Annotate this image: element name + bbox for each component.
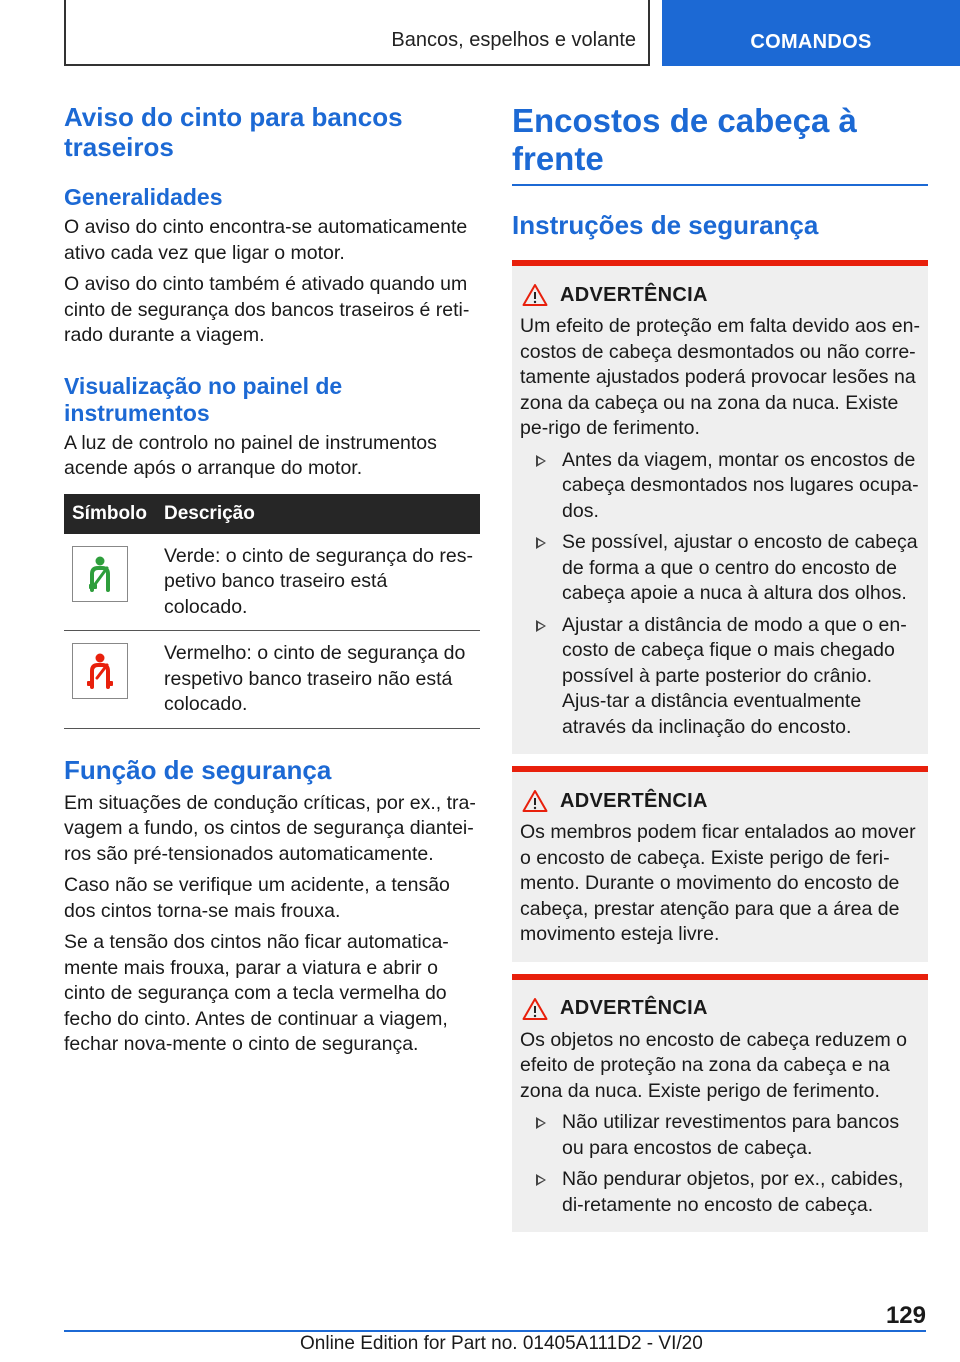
bullet-arrow-icon: [536, 537, 546, 549]
warning-label: ADVERTÊNCIA: [560, 789, 708, 812]
footer-edition: Online Edition for Part no. 01405A111D2 - VI/20: [300, 1333, 703, 1354]
warning-text: Um efeito de proteção em falta devido aos en-costos de cabeça desmontados ou não corre-tamente ajustados poderá provocar lesões na zona da cabeça ou na zona da nuca. Existe pe-rigo de ferimento.: [520, 315, 920, 439]
section-title-head-restraints: Encostos de cabeça à frente: [512, 102, 928, 186]
table-cell-symbol: [64, 534, 156, 631]
section-title-safety-function: Função de segurança: [64, 754, 332, 785]
warning-triangle-icon: [522, 283, 548, 307]
list-item: Não pendurar objetos, por ex., cabides, di-retamente no encosto de cabeça.: [528, 1167, 920, 1218]
warning-box: [512, 260, 928, 754]
bullet-arrow-icon: [536, 620, 546, 632]
paragraph: O aviso do cinto encontra-se automaticamente ativo cada vez que ligar o motor.: [64, 216, 468, 264]
header-chapter-tab: [662, 0, 960, 66]
list-item: Se possível, ajustar o encosto de cabeça de forma a que o centro do encosto de cabeça apoie a nuca à altura dos olhos.: [528, 530, 920, 607]
list-item: Não utilizar revestimentos para bancos ou para encostos de cabeça.: [528, 1110, 920, 1161]
seatbelt-icon-graphic: [80, 651, 120, 691]
page-number: 129: [885, 1302, 926, 1329]
table-header-row: [64, 494, 480, 534]
warning-box: [512, 974, 928, 1233]
warning-label: ADVERTÊNCIA: [560, 997, 708, 1019]
seatbelt-icon-graphic: [80, 554, 120, 594]
paragraph: Caso não se verifique um acidente, a tensão dos cintos torna-se mais frouxa.: [64, 874, 450, 922]
table-cell-symbol: [64, 631, 156, 729]
header-section-title: Bancos, espelhos e volante: [391, 29, 636, 51]
heading-safety-instructions: Instruções de segurança: [512, 210, 819, 240]
warning-text: Os objetos no encosto de cabeça reduzem o efeito de proteção na zona da cabeça e na zona da nuca. Existe perigo de ferimento.: [520, 1028, 907, 1102]
right-column: [512, 102, 928, 1232]
heading-visualizacao: Visualização no painel de instrumentos: [64, 372, 343, 426]
paragraph: A luz de controlo no painel de instrumentos acende após o arranque do motor.: [64, 431, 437, 479]
header-chapter-title: COMANDOS: [750, 31, 872, 53]
list-item: Ajustar a distância de modo a que o en-costo de cabeça fique o mais chegado possível à parte posterior do crânio. Ajus-tar a distância eventualmente através da inclinação do encosto.: [528, 613, 920, 741]
table-row: [64, 631, 480, 729]
warning-triangle-icon: [522, 789, 548, 813]
table-header-symbol: Símbolo: [64, 494, 156, 534]
header-section-box: [64, 0, 650, 66]
seatbelt-red-icon: [72, 643, 128, 699]
bullet-arrow-icon: [536, 1117, 546, 1129]
section-title-belt-reminder: Aviso do cinto para bancos traseiros: [64, 102, 403, 162]
footer-divider: [64, 1330, 926, 1332]
bullet-arrow-icon: [536, 1174, 546, 1186]
warning-text: Os membros podem ficar entalados ao mover o encosto de cabeça. Existe perigo de feri-mento. Durante o movimento do encosto de cabeça, prestar atenção para que a área de movimento esteja livre.: [520, 821, 916, 945]
bullet-arrow-icon: [536, 455, 546, 467]
warning-label: ADVERTÊNCIA: [560, 283, 708, 306]
warning-bullet-list: [520, 1110, 920, 1218]
paragraph: Se a tensão dos cintos não ficar automatica-mente mais frouxa, parar a viatura e abrir o cinto de segurança com a tecla vermelha do fecho do cinto. Antes de continuar a viagem, fechar nova-mente o cinto de segurança.: [64, 931, 449, 1055]
paragraph: Em situações de condução críticas, por ex., tra-vagem a fundo, os cintos de segurança diantei-ros são pré-tensionados automaticamente.: [64, 791, 476, 865]
left-column: [64, 102, 480, 1058]
table-row: [64, 534, 480, 631]
warning-box: [512, 766, 928, 962]
paragraph: O aviso do cinto também é ativado quando um cinto de segurança dos bancos traseiros é reti-rado durante a viagem.: [64, 273, 470, 346]
table-cell-description: Vermelho: o cinto de segurança do respetivo banco traseiro não está colocado.: [156, 631, 480, 729]
table-cell-description: Verde: o cinto de segurança do res-petivo banco traseiro está colocado.: [156, 534, 480, 631]
warning-title: [520, 786, 920, 816]
warning-bullet-list: [520, 448, 920, 741]
list-item: Antes da viagem, montar os encostos de cabeça desmontados nos lugares ocupa-dos.: [528, 448, 920, 525]
warning-title: [520, 994, 920, 1024]
heading-generalidades: Generalidades: [64, 184, 223, 210]
seatbelt-green-icon: [72, 546, 128, 602]
warning-triangle-icon: [522, 997, 548, 1021]
warning-title: [520, 280, 920, 310]
table-header-description: Descrição: [156, 494, 480, 534]
symbol-table: [64, 494, 480, 729]
